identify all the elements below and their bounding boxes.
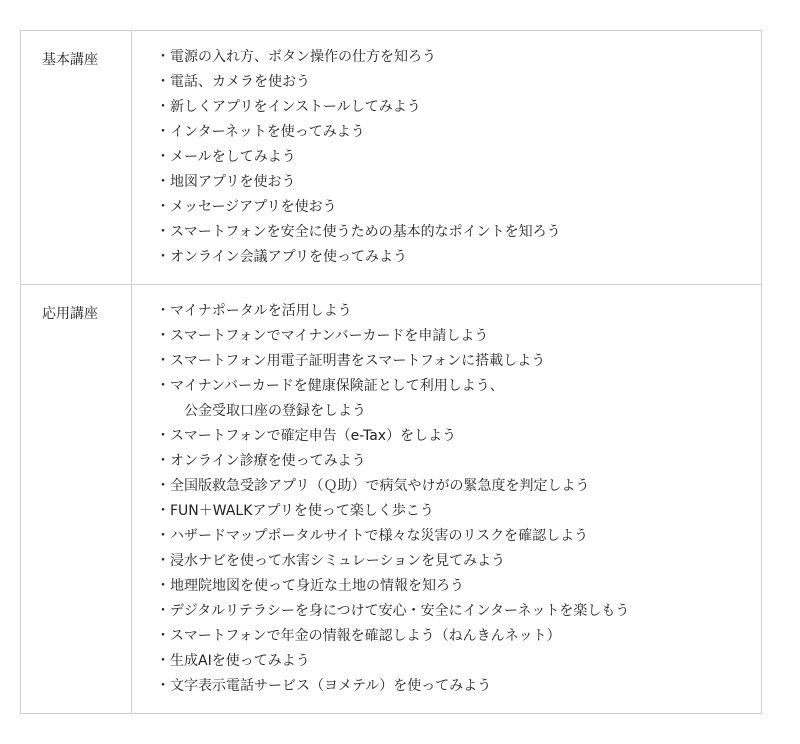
- list-item: [156, 170, 761, 195]
- list-item: [156, 599, 761, 624]
- list-item: [156, 120, 761, 145]
- course-title: [170, 374, 504, 424]
- course-title: 文字表示電話サービス（ヨメテル）を使ってみよう: [170, 678, 492, 694]
- category-label: 基本講座: [21, 31, 132, 284]
- course-table: [20, 30, 762, 714]
- bullet: ・: [156, 378, 170, 394]
- course-title: 地理院地図を使って身近な土地の情報を知ろう: [170, 578, 464, 594]
- course-title: 新しくアプリをインストールしてみよう: [170, 99, 421, 115]
- list-item: [156, 624, 761, 649]
- course-title: スマートフォンでマイナンバーカードを申請しよう: [170, 328, 489, 344]
- list-item: [156, 324, 761, 349]
- course-row-basic: [21, 31, 761, 285]
- list-item: [156, 349, 761, 374]
- course-title-continuation: 公金受取口座の登録をしよう: [184, 403, 366, 419]
- course-title: マイナポータルを活用しよう: [170, 303, 352, 319]
- list-item: [156, 449, 761, 474]
- bullet: ・: [156, 249, 170, 265]
- course-title: スマートフォンで年金の情報を確認しよう（ねんきんネット）: [170, 628, 561, 644]
- list-item: [156, 195, 761, 220]
- bullet: ・: [156, 653, 170, 669]
- course-title: メールをしてみよう: [170, 149, 296, 165]
- course-title: スマートフォン用電子証明書をスマートフォンに搭載しよう: [170, 353, 546, 369]
- list-item: [156, 145, 761, 170]
- bullet: ・: [156, 328, 170, 344]
- course-title: 電源の入れ方、ボタン操作の仕方を知ろう: [170, 49, 436, 65]
- bullet: ・: [156, 353, 170, 369]
- course-title: メッセージアプリを使おう: [170, 199, 337, 215]
- list-item: [156, 45, 761, 70]
- list-item: [156, 474, 761, 499]
- list-item: [156, 374, 761, 424]
- course-list: [132, 285, 761, 713]
- bullet: ・: [156, 124, 170, 140]
- course-title: スマートフォンを安全に使うための基本的なポイントを知ろう: [170, 224, 561, 240]
- course-title: FUN＋WALKアプリを使って楽しく歩こう: [170, 503, 434, 519]
- bullet: ・: [156, 303, 170, 319]
- bullet: ・: [156, 553, 170, 569]
- bullet: ・: [156, 199, 170, 215]
- course-row-applied: [21, 285, 761, 713]
- list-item: [156, 524, 761, 549]
- course-title: デジタルリテラシーを身につけて安心・安全にインターネットを楽しもう: [170, 603, 630, 619]
- course-title: 浸水ナビを使って水害シミュレーションを見てみよう: [170, 553, 506, 569]
- bullet: ・: [156, 224, 170, 240]
- course-title: 全国版救急受診アプリ（Ｑ助）で病気やけがの緊急度を判定しよう: [170, 478, 590, 494]
- bullet: ・: [156, 628, 170, 644]
- list-item: [156, 424, 761, 449]
- bullet: ・: [156, 503, 170, 519]
- list-item: [156, 549, 761, 574]
- course-title: 地図アプリを使おう: [170, 174, 296, 190]
- course-title: 電話、カメラを使おう: [170, 74, 310, 90]
- bullet: ・: [156, 149, 170, 165]
- bullet: ・: [156, 578, 170, 594]
- bullet: ・: [156, 428, 170, 444]
- list-item: [156, 299, 761, 324]
- bullet: ・: [156, 603, 170, 619]
- category-label: 応用講座: [21, 285, 132, 713]
- course-title: ハザードマップポータルサイトで様々な災害のリスクを確認しよう: [170, 528, 589, 544]
- bullet: ・: [156, 453, 170, 469]
- course-title: オンライン診療を使ってみよう: [170, 453, 366, 469]
- bullet: ・: [156, 49, 170, 65]
- list-item: [156, 95, 761, 120]
- bullet: ・: [156, 99, 170, 115]
- bullet: ・: [156, 528, 170, 544]
- list-item: [156, 649, 761, 674]
- course-list: [132, 31, 761, 284]
- list-item: [156, 574, 761, 599]
- list-item: [156, 70, 761, 95]
- bullet: ・: [156, 74, 170, 90]
- list-item: [156, 245, 761, 270]
- list-item: [156, 499, 761, 524]
- course-title: 生成AIを使ってみよう: [170, 653, 310, 669]
- list-item: [156, 220, 761, 245]
- bullet: ・: [156, 478, 170, 494]
- list-item: [156, 674, 761, 699]
- course-title: オンライン会議アプリを使ってみよう: [170, 249, 408, 265]
- course-title: インターネットを使ってみよう: [170, 124, 365, 140]
- bullet: ・: [156, 678, 170, 694]
- course-title: スマートフォンで確定申告（e-Tax）をしよう: [170, 428, 457, 444]
- course-title-line: マイナンバーカードを健康保険証として利用しよう、: [170, 378, 504, 394]
- bullet: ・: [156, 174, 170, 190]
